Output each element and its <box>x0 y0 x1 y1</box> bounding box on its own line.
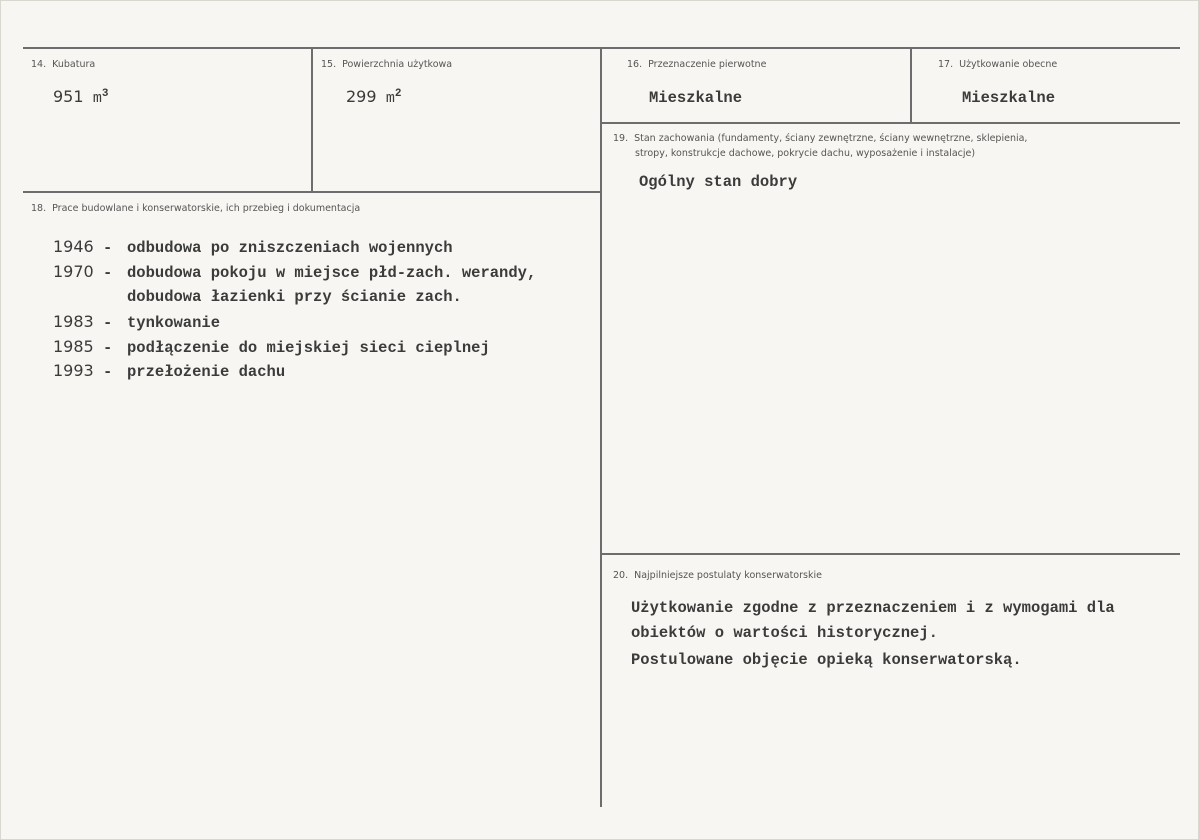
field-16-value: Mieszkalne <box>649 89 743 107</box>
field-17-label <box>938 58 1057 71</box>
work-entry <box>53 235 453 259</box>
field-14-title: Kubatura <box>52 59 96 70</box>
field-14-label <box>31 58 95 71</box>
kubatura-unit: m <box>92 90 102 107</box>
field-15-title: Powierzchnia użytkowa <box>342 59 453 70</box>
postulat-line: Użytkowanie zgodne z przeznaczeniem i z wymogami dla <box>631 599 1115 617</box>
work-text: przełożenie dachu <box>127 363 286 381</box>
work-dash: - <box>103 314 113 332</box>
work-dash: - <box>103 363 113 381</box>
work-year: 1993 <box>53 361 94 380</box>
field-15-number: 15. <box>321 59 337 70</box>
divider-16-17 <box>910 47 912 123</box>
powierzchnia-number: 299 <box>346 87 377 106</box>
field-14-number: 14. <box>31 59 47 70</box>
field-19-title-line1: Stan zachowania (fundamenty, ściany zewnętrzne, ściany wewnętrzne, sklepienia, <box>634 133 1028 144</box>
work-entry <box>53 260 536 284</box>
kubatura-number: 951 <box>53 87 84 106</box>
divider-14-15 <box>311 47 313 192</box>
field-20-label <box>613 569 822 582</box>
work-text: odbudowa po zniszczeniach wojennych <box>127 239 453 257</box>
field-16-title: Przeznaczenie pierwotne <box>648 59 767 70</box>
field-17-title: Użytkowanie obecne <box>959 59 1058 70</box>
work-dash: - <box>103 239 113 257</box>
powierzchnia-unit: m <box>385 90 395 107</box>
field-20-title: Najpilniejsze postulaty konserwatorskie <box>634 570 822 581</box>
field-16-label <box>627 58 766 71</box>
field-18-title: Prace budowlane i konserwatorskie, ich przebieg i dokumentacja <box>52 203 361 214</box>
field-16-number: 16. <box>627 59 643 70</box>
field-19-label <box>613 132 1027 145</box>
kubatura-exponent: 3 <box>101 87 109 100</box>
field-20-number: 20. <box>613 570 629 581</box>
field-17-number: 17. <box>938 59 954 70</box>
work-text: tynkowanie <box>127 314 221 332</box>
field-17-value: Mieszkalne <box>962 89 1056 107</box>
work-year: 1970 <box>53 262 94 281</box>
work-entry <box>53 359 285 383</box>
work-year: 1983 <box>53 312 94 331</box>
work-year: 1946 <box>53 237 94 256</box>
work-text: dobudowa łazienki przy ścianie zach. <box>127 288 462 306</box>
work-dash: - <box>103 339 113 357</box>
field-19-label-line2: stropy, konstrukcje dachowe, pokrycie dachu, wyposażenie i instalacje) <box>635 148 976 159</box>
field-18-number: 18. <box>31 203 47 214</box>
powierzchnia-exponent: 2 <box>394 87 402 100</box>
divider-main <box>600 47 602 807</box>
postulat-line: obiektów o wartości historycznej. <box>631 624 938 642</box>
rule-row1-right <box>602 122 1180 124</box>
postulat-line: Postulowane objęcie opieką konserwatorską. <box>631 651 1022 669</box>
work-year: 1985 <box>53 337 94 356</box>
work-text: podłączenie do miejskiej sieci cieplnej <box>127 339 490 357</box>
work-dash: - <box>103 264 113 282</box>
field-15-value <box>346 87 401 107</box>
field-19-value: Ogólny stan dobry <box>639 173 798 191</box>
field-15-label <box>321 58 452 71</box>
work-entry-continuation <box>53 285 462 309</box>
work-entry <box>53 310 220 334</box>
field-18-label <box>31 202 360 215</box>
rule-field20 <box>602 553 1180 555</box>
work-entry <box>53 335 490 359</box>
field-19-number: 19. <box>613 133 629 144</box>
field-14-value <box>53 87 108 107</box>
work-text: dobudowa pokoju w miejsce płd-zach. werandy, <box>127 264 537 282</box>
